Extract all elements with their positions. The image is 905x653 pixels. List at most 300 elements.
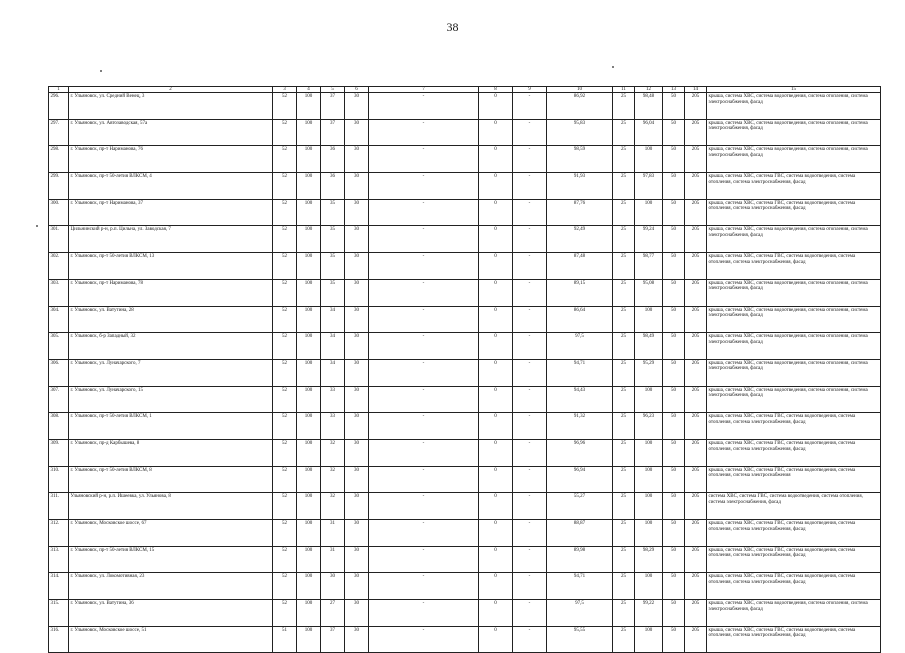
row-number: 312.: [49, 520, 69, 547]
col-5-value: 35: [321, 199, 345, 226]
col-7-value: -: [369, 413, 479, 440]
column-header: 6: [345, 87, 369, 93]
col-6-value: 30: [345, 466, 369, 493]
col-6-value: 30: [345, 173, 369, 200]
col-4-value: 100: [297, 93, 321, 120]
col-8-value: 0: [479, 573, 513, 600]
col-12-value: 100: [635, 306, 663, 333]
address: г. Ульяновск, пр-т 50-летия ВЛКСМ, 1: [69, 413, 273, 440]
address: г. Ульяновск, ул. Средний Венец, 3: [69, 93, 273, 120]
table-row: [49, 600, 881, 627]
col-6-value: 30: [345, 413, 369, 440]
col-5-value: 34: [321, 333, 345, 360]
col-4-value: 100: [297, 413, 321, 440]
row-number: 311.: [49, 493, 69, 520]
col-9-value: -: [513, 119, 547, 146]
table-row: [49, 439, 881, 466]
row-number: 297.: [49, 119, 69, 146]
col-14-value: 205: [685, 546, 707, 573]
address: г. Ульяновск, пр-т 50-летия ВЛКСМ, 8: [69, 466, 273, 493]
col-10-value: 91,32: [547, 413, 613, 440]
address: г. Ульяновск, ул. Ватутина, 36: [69, 600, 273, 627]
col-5-value: 34: [321, 306, 345, 333]
col-14-value: 205: [685, 439, 707, 466]
row-number: 299.: [49, 173, 69, 200]
col-4-value: 100: [297, 279, 321, 306]
col-3-value: 52: [273, 359, 297, 386]
col-14-value: 205: [685, 359, 707, 386]
col-7-value: -: [369, 493, 479, 520]
col-13-value: 50: [663, 199, 685, 226]
table-row: [49, 279, 881, 306]
col-14-value: 205: [685, 146, 707, 173]
col-5-value: 37: [321, 119, 345, 146]
table-row: [49, 146, 881, 173]
col-9-value: -: [513, 626, 547, 653]
col-10-value: 86,92: [547, 93, 613, 120]
row-number: 306.: [49, 359, 69, 386]
col-3-value: 52: [273, 546, 297, 573]
column-header: 10: [547, 87, 613, 93]
col-3-value: 51: [273, 626, 297, 653]
scan-speck: [612, 66, 614, 68]
col-6-value: 30: [345, 439, 369, 466]
col-4-value: 100: [297, 600, 321, 627]
col-14-value: 205: [685, 279, 707, 306]
col-11-value: 25: [613, 306, 635, 333]
col-5-value: 36: [321, 173, 345, 200]
column-header: 5: [321, 87, 345, 93]
col-9-value: -: [513, 146, 547, 173]
col-12-value: 99,22: [635, 600, 663, 627]
col-3-value: 52: [273, 520, 297, 547]
table-body: [49, 93, 881, 653]
col-7-value: -: [369, 600, 479, 627]
works-list: крыша, система ХВС, система ГВС, система водоотведения, система отопления, система электроснабжения, фасад: [707, 253, 881, 280]
col-14-value: 205: [685, 600, 707, 627]
col-6-value: 30: [345, 119, 369, 146]
col-13-value: 50: [663, 626, 685, 653]
col-10-value: 88,87: [547, 520, 613, 547]
col-11-value: 25: [613, 626, 635, 653]
col-9-value: -: [513, 93, 547, 120]
address: г. Ульяновск, пр-т 50-летия ВЛКСМ, 13: [69, 253, 273, 280]
col-12-value: 95,08: [635, 279, 663, 306]
col-11-value: 25: [613, 226, 635, 253]
col-13-value: 50: [663, 253, 685, 280]
col-11-value: 25: [613, 439, 635, 466]
address: г. Ульяновск, ул. Локомотивная, 23: [69, 573, 273, 600]
table-row: [49, 253, 881, 280]
col-4-value: 100: [297, 119, 321, 146]
col-11-value: 25: [613, 173, 635, 200]
col-12-value: 100: [635, 439, 663, 466]
works-list: крыша, система ХВС, система водоотведения, система отопления, система электроснабжения, фасад: [707, 306, 881, 333]
row-number: 302.: [49, 253, 69, 280]
col-14-value: 205: [685, 413, 707, 440]
works-list: крыша, система ХВС, система ГВС, система водоотведения, система отопления, система электроснабжения, фасад: [707, 546, 881, 573]
address: г. Ульяновск, б-р Западный, 32: [69, 333, 273, 360]
column-header: 13: [663, 87, 685, 93]
col-6-value: 30: [345, 573, 369, 600]
col-12-value: 95,29: [635, 359, 663, 386]
col-8-value: 0: [479, 359, 513, 386]
col-12-value: 97,83: [635, 173, 663, 200]
col-12-value: 100: [635, 573, 663, 600]
col-6-value: 30: [345, 359, 369, 386]
col-11-value: 25: [613, 93, 635, 120]
col-3-value: 52: [273, 600, 297, 627]
col-4-value: 100: [297, 306, 321, 333]
col-5-value: 37: [321, 626, 345, 653]
row-number: 305.: [49, 333, 69, 360]
col-14-value: 205: [685, 253, 707, 280]
col-3-value: 52: [273, 333, 297, 360]
col-4-value: 100: [297, 466, 321, 493]
col-13-value: 50: [663, 119, 685, 146]
col-8-value: 0: [479, 439, 513, 466]
col-9-value: -: [513, 199, 547, 226]
col-8-value: 0: [479, 199, 513, 226]
col-12-value: 98,77: [635, 253, 663, 280]
col-12-value: 96,23: [635, 413, 663, 440]
col-9-value: -: [513, 573, 547, 600]
col-4-value: 100: [297, 333, 321, 360]
col-6-value: 30: [345, 626, 369, 653]
address: г. Ульяновск, пр-т Нариманова, 76: [69, 146, 273, 173]
table-row: [49, 93, 881, 120]
works-list: крыша, система ХВС, система водоотведения, система отопления, система электроснабжения, фасад: [707, 119, 881, 146]
col-13-value: 50: [663, 173, 685, 200]
col-4-value: 100: [297, 146, 321, 173]
col-10-value: 86,64: [547, 306, 613, 333]
works-list: крыша, система ХВС, система ГВС, система водоотведения, система отопления, система электроснабжения: [707, 466, 881, 493]
row-number: 313.: [49, 546, 69, 573]
col-5-value: 27: [321, 600, 345, 627]
col-5-value: 33: [321, 386, 345, 413]
col-7-value: -: [369, 439, 479, 466]
col-3-value: 52: [273, 573, 297, 600]
col-9-value: -: [513, 306, 547, 333]
col-13-value: 50: [663, 546, 685, 573]
col-10-value: 97,5: [547, 333, 613, 360]
col-12-value: 100: [635, 466, 663, 493]
col-12-value: 96,04: [635, 119, 663, 146]
col-8-value: 0: [479, 253, 513, 280]
col-3-value: 52: [273, 199, 297, 226]
col-4-value: 100: [297, 493, 321, 520]
row-number: 300.: [49, 199, 69, 226]
address: г. Ульяновск, пр-д Карбышева, 8: [69, 439, 273, 466]
scan-speck: [36, 225, 38, 227]
column-header: 15: [707, 87, 881, 93]
col-3-value: 52: [273, 413, 297, 440]
table-row: [49, 386, 881, 413]
col-10-value: 97,5: [547, 600, 613, 627]
col-8-value: 0: [479, 93, 513, 120]
col-3-value: 52: [273, 93, 297, 120]
col-14-value: 205: [685, 226, 707, 253]
col-10-value: 87,76: [547, 199, 613, 226]
col-6-value: 30: [345, 600, 369, 627]
col-11-value: 25: [613, 386, 635, 413]
table-row: [49, 306, 881, 333]
col-11-value: 25: [613, 199, 635, 226]
col-10-value: 98,59: [547, 146, 613, 173]
table-row: [49, 226, 881, 253]
col-8-value: 0: [479, 333, 513, 360]
col-4-value: 100: [297, 199, 321, 226]
page-number: 38: [446, 20, 459, 34]
works-list: крыша, система ХВС, система водоотведения, система отопления, система электроснабжения, фасад: [707, 226, 881, 253]
col-13-value: 50: [663, 146, 685, 173]
col-12-value: 98,49: [635, 333, 663, 360]
col-5-value: 32: [321, 439, 345, 466]
column-header: 8: [479, 87, 513, 93]
row-number: 309.: [49, 439, 69, 466]
col-7-value: -: [369, 279, 479, 306]
col-7-value: -: [369, 306, 479, 333]
col-10-value: 91,93: [547, 173, 613, 200]
col-12-value: 98,29: [635, 546, 663, 573]
col-5-value: 32: [321, 466, 345, 493]
col-8-value: 0: [479, 386, 513, 413]
col-6-value: 30: [345, 146, 369, 173]
column-header: 14: [685, 87, 707, 93]
col-7-value: -: [369, 173, 479, 200]
col-14-value: 205: [685, 173, 707, 200]
col-8-value: 0: [479, 493, 513, 520]
address: г. Ульяновск, Московское шоссе, 67: [69, 520, 273, 547]
col-5-value: 32: [321, 493, 345, 520]
col-5-value: 31: [321, 546, 345, 573]
col-6-value: 30: [345, 93, 369, 120]
col-6-value: 30: [345, 253, 369, 280]
col-13-value: 50: [663, 493, 685, 520]
col-12-value: 100: [635, 199, 663, 226]
address: г. Ульяновск, Московское шоссе, 51: [69, 626, 273, 653]
col-3-value: 52: [273, 146, 297, 173]
col-5-value: 35: [321, 226, 345, 253]
col-14-value: 205: [685, 520, 707, 547]
table-row: [49, 573, 881, 600]
housing-registry-table: [48, 86, 881, 653]
col-9-value: -: [513, 279, 547, 306]
col-12-value: 100: [635, 493, 663, 520]
col-3-value: 52: [273, 279, 297, 306]
col-8-value: 0: [479, 466, 513, 493]
col-13-value: 50: [663, 93, 685, 120]
col-8-value: 0: [479, 279, 513, 306]
table-row: [49, 333, 881, 360]
table-row: [49, 119, 881, 146]
row-number: 310.: [49, 466, 69, 493]
address: г. Ульяновск, ул. Автозаводская, 57а: [69, 119, 273, 146]
col-7-value: -: [369, 466, 479, 493]
col-11-value: 25: [613, 573, 635, 600]
col-10-value: 87,48: [547, 253, 613, 280]
col-8-value: 0: [479, 119, 513, 146]
works-list: крыша, система ХВС, система ГВС, система водоотведения, система отопления, система электроснабжения, фасад: [707, 439, 881, 466]
column-header: 3: [273, 87, 297, 93]
col-5-value: 33: [321, 413, 345, 440]
col-8-value: 0: [479, 520, 513, 547]
col-9-value: -: [513, 173, 547, 200]
col-14-value: 205: [685, 119, 707, 146]
col-7-value: -: [369, 520, 479, 547]
works-list: крыша, система ХВС, система ГВС, система водоотведения, система отопления, система электроснабжения, фасад: [707, 520, 881, 547]
col-13-value: 50: [663, 439, 685, 466]
col-9-value: -: [513, 253, 547, 280]
col-8-value: 0: [479, 413, 513, 440]
works-list: система ХВС, система ГВС, система водоотведения, система отопления, система электроснабжения, фасад: [707, 493, 881, 520]
col-13-value: 50: [663, 279, 685, 306]
row-number: 315.: [49, 600, 69, 627]
col-10-value: 89,15: [547, 279, 613, 306]
col-14-value: 205: [685, 386, 707, 413]
col-4-value: 100: [297, 626, 321, 653]
column-header: 4: [297, 87, 321, 93]
table-row: [49, 520, 881, 547]
address: г. Ульяновск, пр-т Нариманова, 37: [69, 199, 273, 226]
row-number: 303.: [49, 279, 69, 306]
col-7-value: -: [369, 226, 479, 253]
col-11-value: 25: [613, 279, 635, 306]
col-4-value: 100: [297, 226, 321, 253]
col-10-value: 55,27: [547, 493, 613, 520]
col-11-value: 25: [613, 466, 635, 493]
col-7-value: -: [369, 93, 479, 120]
col-11-value: 25: [613, 253, 635, 280]
col-7-value: -: [369, 119, 479, 146]
col-14-value: 205: [685, 466, 707, 493]
col-6-value: 30: [345, 333, 369, 360]
works-list: крыша, система ХВС, система водоотведения, система отопления, система электроснабжения, фасад: [707, 359, 881, 386]
col-9-value: -: [513, 226, 547, 253]
row-number: 307.: [49, 386, 69, 413]
col-4-value: 100: [297, 546, 321, 573]
col-6-value: 30: [345, 493, 369, 520]
col-13-value: 50: [663, 386, 685, 413]
col-3-value: 52: [273, 493, 297, 520]
address: Ульяновский р-н, р.п. Ишеевка, ул. Ульянова, 8: [69, 493, 273, 520]
works-list: крыша, система ХВС, система водоотведения, система отопления, система электроснабжения, фасад: [707, 600, 881, 627]
column-header: 12: [635, 87, 663, 93]
col-11-value: 25: [613, 413, 635, 440]
col-13-value: 50: [663, 226, 685, 253]
address: г. Ульяновск, пр-т 50-летия ВЛКСМ, 15: [69, 546, 273, 573]
address: г. Ульяновск, пр-т 50-летия ВЛКСМ, 4: [69, 173, 273, 200]
col-13-value: 50: [663, 600, 685, 627]
col-10-value: 94,43: [547, 386, 613, 413]
works-list: крыша, система ХВС, система ГВС, система водоотведения, система отопления, система электроснабжения, фасад: [707, 413, 881, 440]
works-list: крыша, система ХВС, система водоотведения, система отопления, система электроснабжения, фасад: [707, 279, 881, 306]
col-8-value: 0: [479, 626, 513, 653]
col-14-value: 205: [685, 93, 707, 120]
col-6-value: 30: [345, 226, 369, 253]
col-3-value: 52: [273, 466, 297, 493]
col-14-value: 205: [685, 333, 707, 360]
table-row: [49, 199, 881, 226]
row-number: 301.: [49, 226, 69, 253]
col-11-value: 25: [613, 520, 635, 547]
works-list: крыша, система ХВС, система ГВС, система водоотведения, система отопления, система электроснабжения, фасад: [707, 626, 881, 653]
row-number: 304.: [49, 306, 69, 333]
address: г. Ульяновск, ул. Луначарского, 7: [69, 359, 273, 386]
col-11-value: 25: [613, 333, 635, 360]
column-header: 7: [369, 87, 479, 93]
col-13-value: 50: [663, 520, 685, 547]
col-9-value: -: [513, 333, 547, 360]
col-10-value: 94,71: [547, 573, 613, 600]
col-6-value: 30: [345, 279, 369, 306]
col-7-value: -: [369, 146, 479, 173]
col-4-value: 100: [297, 173, 321, 200]
col-6-value: 30: [345, 546, 369, 573]
col-7-value: -: [369, 573, 479, 600]
col-9-value: -: [513, 520, 547, 547]
address: г. Ульяновск, ул. Ватутина, 28: [69, 306, 273, 333]
col-8-value: 0: [479, 546, 513, 573]
col-4-value: 100: [297, 573, 321, 600]
col-14-value: 205: [685, 626, 707, 653]
col-10-value: 89,98: [547, 546, 613, 573]
col-12-value: 100: [635, 146, 663, 173]
col-9-value: -: [513, 466, 547, 493]
col-9-value: -: [513, 386, 547, 413]
col-13-value: 50: [663, 466, 685, 493]
col-5-value: 30: [321, 573, 345, 600]
col-5-value: 36: [321, 146, 345, 173]
col-12-value: 98,48: [635, 93, 663, 120]
col-5-value: 35: [321, 279, 345, 306]
col-13-value: 50: [663, 413, 685, 440]
col-9-value: -: [513, 359, 547, 386]
table-row: [49, 413, 881, 440]
col-8-value: 0: [479, 226, 513, 253]
col-6-value: 30: [345, 386, 369, 413]
col-10-value: 96,96: [547, 439, 613, 466]
col-7-value: -: [369, 546, 479, 573]
row-number: 316.: [49, 626, 69, 653]
scan-speck: [100, 70, 102, 72]
col-14-value: 205: [685, 199, 707, 226]
column-header: 9: [513, 87, 547, 93]
col-11-value: 25: [613, 359, 635, 386]
row-number: 308.: [49, 413, 69, 440]
col-6-value: 30: [345, 199, 369, 226]
works-list: крыша, система ХВС, система ГВС, система водоотведения, система отопления, система электроснабжения, фасад: [707, 199, 881, 226]
works-list: крыша, система ХВС, система водоотведения, система отопления, система электроснабжения, фасад: [707, 146, 881, 173]
col-10-value: 94,71: [547, 359, 613, 386]
col-7-value: -: [369, 333, 479, 360]
col-5-value: 31: [321, 520, 345, 547]
row-number: 314.: [49, 573, 69, 600]
col-8-value: 0: [479, 306, 513, 333]
col-11-value: 25: [613, 146, 635, 173]
col-7-value: -: [369, 626, 479, 653]
column-header: 2: [69, 87, 273, 93]
address: г. Ульяновск, пр-т Нариманова, 78: [69, 279, 273, 306]
col-3-value: 52: [273, 306, 297, 333]
col-11-value: 25: [613, 493, 635, 520]
works-list: крыша, система ХВС, система водоотведения, система отопления, система электроснабжения, фасад: [707, 386, 881, 413]
col-3-value: 52: [273, 439, 297, 466]
col-4-value: 100: [297, 439, 321, 466]
col-13-value: 50: [663, 333, 685, 360]
col-7-value: -: [369, 386, 479, 413]
table-row: [49, 493, 881, 520]
